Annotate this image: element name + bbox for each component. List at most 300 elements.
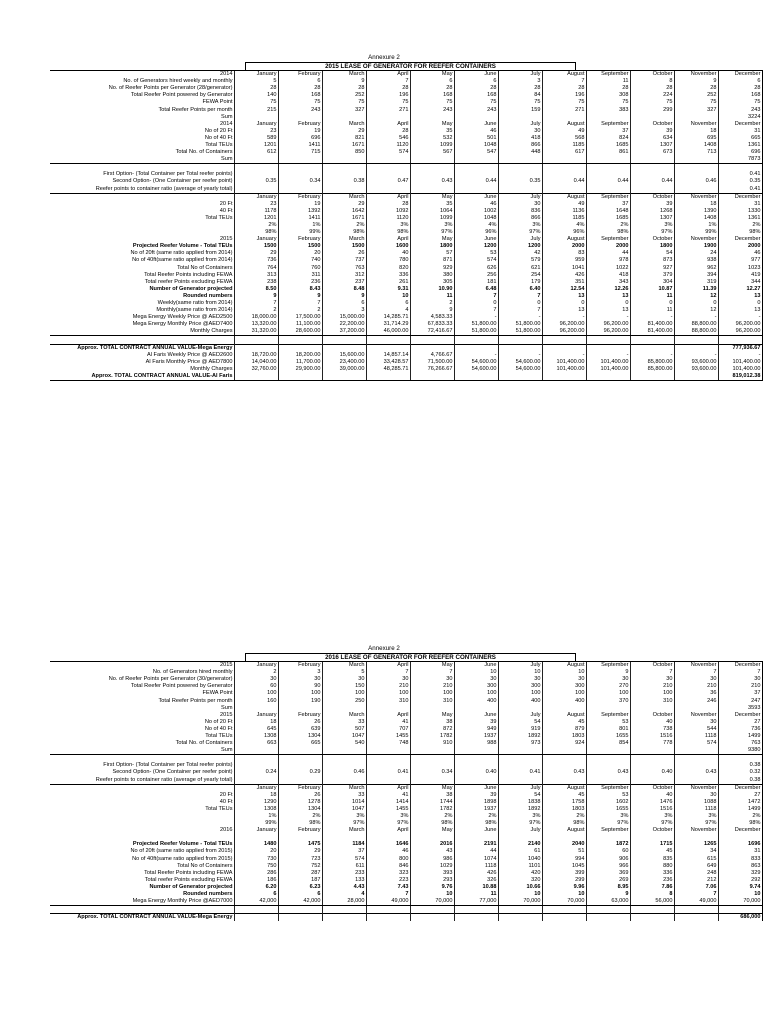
table-cell — [542, 186, 586, 194]
table-cell: May — [410, 193, 454, 201]
table-cell: January — [234, 662, 278, 670]
table-cell — [234, 186, 278, 194]
table-cell: 28 — [322, 85, 366, 92]
table-cell: 99% — [674, 229, 718, 236]
table-cell: - — [630, 352, 674, 359]
table-cell: 18 — [234, 792, 278, 799]
table-cell: June — [454, 784, 498, 792]
table-cell: 574 — [366, 149, 410, 156]
table-cell: 836 — [498, 208, 542, 215]
table-cell: 5 — [322, 669, 366, 676]
table-cell: 736 — [234, 257, 278, 264]
table-cell: 93,600.00 — [674, 366, 718, 373]
table-cell: 313 — [234, 272, 278, 279]
table-cell: 645 — [234, 726, 278, 733]
table-cell: 1646 — [366, 841, 410, 848]
table-cell: 819,012.38 — [718, 373, 762, 381]
table-cell: 6 — [278, 891, 322, 898]
table-cell — [234, 705, 278, 712]
table-cell: 15,000.00 — [322, 314, 366, 321]
table-cell: February — [278, 193, 322, 201]
table-cell: 1% — [674, 222, 718, 229]
table-cell: 1937 — [454, 733, 498, 740]
table-cell: 98% — [234, 229, 278, 236]
table-cell: 9 — [410, 307, 454, 314]
table-cell: 0.40 — [454, 769, 498, 776]
table-row — [50, 201, 762, 208]
table-cell: 49 — [542, 201, 586, 208]
table-cell: 29 — [278, 848, 322, 855]
table-cell — [322, 834, 366, 841]
table-cell: 8.43 — [278, 286, 322, 293]
table-cell — [410, 186, 454, 194]
table-cell: 0.43 — [674, 769, 718, 776]
table-cell: 30 — [542, 676, 586, 683]
table-cell: 31,320.00 — [234, 328, 278, 336]
table-cell: - — [454, 352, 498, 359]
table-cell: June — [454, 193, 498, 201]
table-cell — [498, 171, 542, 178]
table-cell: 32,760.00 — [234, 366, 278, 373]
table-cell — [454, 344, 498, 352]
table-cell: 9.96 — [542, 884, 586, 891]
table-cell — [454, 373, 498, 381]
table-cell: 29,900.00 — [278, 366, 322, 373]
table-cell: 7 — [542, 78, 586, 85]
table-cell: 97% — [410, 229, 454, 236]
table-cell: November — [674, 193, 718, 201]
table-cell: 96,200.00 — [586, 321, 630, 328]
table-cell: 1655 — [586, 806, 630, 813]
table-cell: 1184 — [322, 841, 366, 848]
table-cell: 210 — [410, 683, 454, 690]
table-cell: 1655 — [586, 733, 630, 740]
table-cell — [410, 747, 454, 755]
row-label: No of 40ft(same ratio applied from 2015) — [132, 855, 233, 862]
table-cell: 67,833.33 — [410, 321, 454, 328]
table-cell: 18,200.00 — [278, 352, 322, 359]
table-cell: 2040 — [542, 841, 586, 848]
table-cell: 35 — [410, 201, 454, 208]
table-cell — [542, 762, 586, 769]
table-cell — [454, 114, 498, 121]
table-cell: 83 — [542, 250, 586, 257]
table-cell: 1200 — [498, 243, 542, 250]
table-row — [50, 914, 762, 922]
table-cell: 1201 — [234, 215, 278, 222]
table-cell — [454, 762, 498, 769]
table-cell: 0.44 — [454, 178, 498, 185]
table-cell: 30 — [718, 676, 762, 683]
table-cell: 168 — [410, 92, 454, 99]
table-cell: 18 — [234, 719, 278, 726]
row-label: No of 20 Ft — [204, 718, 233, 725]
table-cell: 10.90 — [410, 286, 454, 293]
table-cell — [498, 164, 542, 172]
row-label: Total Reefer Point powered by Generator — [130, 92, 233, 99]
table-cell — [586, 186, 630, 194]
table-cell: 3 — [498, 78, 542, 85]
table-cell — [674, 164, 718, 172]
row-label: FEWA Point — [202, 99, 233, 106]
table-cell: June — [454, 662, 498, 670]
table-cell: 61 — [498, 848, 542, 855]
table-cell — [366, 747, 410, 755]
table-cell — [674, 156, 718, 164]
table-cell: 11 — [630, 293, 674, 300]
table-row — [50, 265, 762, 272]
table-cell: 96,200.00 — [542, 328, 586, 336]
table-row — [50, 841, 762, 848]
table-cell: November — [674, 71, 718, 79]
table-cell: 287 — [278, 870, 322, 877]
table-cell: March — [322, 712, 366, 719]
table-cell: 400 — [454, 697, 498, 704]
table-cell — [674, 336, 718, 344]
table-cell: 400 — [542, 697, 586, 704]
table-cell: July — [498, 71, 542, 79]
table-cell: 978 — [586, 257, 630, 264]
table-cell: 13 — [542, 293, 586, 300]
table-cell: 0.43 — [542, 769, 586, 776]
table-cell: 2% — [718, 813, 762, 820]
table-cell: 44 — [454, 848, 498, 855]
table-cell: 329 — [718, 870, 762, 877]
table-cell: 75 — [630, 99, 674, 106]
table-cell: 304 — [630, 279, 674, 286]
table-cell: 0.41 — [366, 769, 410, 776]
table-cell: 1330 — [718, 208, 762, 215]
table-cell: 540 — [322, 740, 366, 747]
table-cell: 14,857.14 — [366, 352, 410, 359]
table-cell: 8.95 — [586, 884, 630, 891]
table-cell: 98% — [454, 820, 498, 827]
table-cell: 10 — [498, 891, 542, 898]
table-row — [50, 813, 762, 820]
table-cell: December — [718, 662, 762, 670]
table-cell — [366, 156, 410, 164]
table-cell: 0.38 — [322, 178, 366, 185]
table-cell: 33 — [322, 792, 366, 799]
table-cell — [674, 114, 718, 121]
table-cell: 2000 — [718, 243, 762, 250]
table-row — [50, 777, 762, 785]
row-label: 2014 — [50, 71, 234, 79]
table-cell — [498, 755, 542, 763]
table-cell: 98% — [718, 229, 762, 236]
table-cell: 1648 — [586, 208, 630, 215]
table-cell: July — [498, 662, 542, 670]
table-cell — [586, 171, 630, 178]
table-cell: 1758 — [542, 799, 586, 806]
table-row — [50, 186, 762, 194]
table-cell: 634 — [630, 135, 674, 142]
table-cell: 1092 — [366, 208, 410, 215]
table-cell: 28 — [366, 128, 410, 135]
table-cell: 29 — [322, 128, 366, 135]
table-cell: 336 — [630, 870, 674, 877]
table-cell: 2% — [542, 813, 586, 820]
table-row — [50, 222, 762, 229]
table-cell: 31 — [718, 848, 762, 855]
row-label: Total No of Containers — [177, 862, 233, 869]
table-row — [50, 747, 762, 755]
table-cell: 100 — [498, 690, 542, 697]
table-cell — [278, 186, 322, 194]
table-cell: 873 — [630, 257, 674, 264]
table-cell — [322, 186, 366, 194]
row-label: Total TEUs — [205, 732, 233, 739]
table-cell: 11 — [586, 78, 630, 85]
table-cell — [322, 906, 366, 914]
table-cell: 801 — [586, 726, 630, 733]
table-cell: 196 — [542, 92, 586, 99]
table-cell: 98% — [322, 229, 366, 236]
table-cell — [322, 114, 366, 121]
table-cell: 7.06 — [674, 884, 718, 891]
table-cell: 568 — [542, 135, 586, 142]
table-row — [50, 321, 762, 328]
table-cell: July — [498, 712, 542, 719]
table-cell: 2140 — [498, 841, 542, 848]
table-cell — [674, 762, 718, 769]
table-cell: 820 — [366, 265, 410, 272]
table-cell: 777,936.67 — [718, 344, 762, 352]
table-cell: 988 — [454, 740, 498, 747]
table-cell — [234, 777, 278, 785]
table-cell: January — [234, 827, 278, 834]
table-cell: December — [718, 193, 762, 201]
row-label: Total TEUs — [205, 214, 233, 221]
table-cell — [542, 834, 586, 841]
table-row — [50, 156, 762, 164]
table-cell — [234, 344, 278, 352]
table-cell: 1696 — [718, 841, 762, 848]
row-label: Approx. TOTAL CONTRACT ANNUAL VALUE-Mega Energy — [50, 344, 234, 352]
table-cell: 4 — [322, 891, 366, 898]
table-cell: 54 — [630, 250, 674, 257]
table-cell: 28 — [586, 85, 630, 92]
row-label: Number of Generator projected — [149, 285, 233, 292]
table-row — [50, 300, 762, 307]
table-cell: - — [454, 314, 498, 321]
table-cell: December — [718, 784, 762, 792]
table-cell: 75 — [322, 99, 366, 106]
table-cell: 42 — [498, 250, 542, 257]
table-cell: 394 — [674, 272, 718, 279]
table-cell — [278, 777, 322, 785]
table-cell: 1308 — [234, 806, 278, 813]
table-cell: 133 — [322, 877, 366, 884]
table-cell: October — [630, 712, 674, 719]
table-cell: 574 — [674, 740, 718, 747]
table-row — [50, 78, 762, 85]
table-cell: January — [234, 71, 278, 79]
table-cell: 589 — [234, 135, 278, 142]
table-cell: 181 — [454, 279, 498, 286]
table-cell: 0.46 — [674, 178, 718, 185]
row-label: No of 20 Ft — [204, 127, 233, 134]
table-row — [50, 229, 762, 236]
table-row — [50, 171, 762, 178]
table-cell: 850 — [322, 149, 366, 156]
table-cell: January — [234, 121, 278, 128]
table-cell: 210 — [366, 683, 410, 690]
table-cell — [322, 344, 366, 352]
table-cell — [454, 914, 498, 922]
table-cell — [234, 747, 278, 755]
table-cell: 243 — [278, 106, 322, 113]
table-cell — [586, 114, 630, 121]
table-cell: April — [366, 827, 410, 834]
table-cell: April — [366, 121, 410, 128]
table-cell: 1392 — [278, 208, 322, 215]
table-cell — [278, 906, 322, 914]
table-cell: 49,000 — [366, 898, 410, 906]
table-cell: 243 — [718, 106, 762, 113]
table-cell — [366, 914, 410, 922]
table-cell — [498, 336, 542, 344]
table-cell: 40 — [630, 792, 674, 799]
table-cell: 1118 — [674, 733, 718, 740]
table-cell: 24 — [674, 250, 718, 257]
table-cell: November — [674, 827, 718, 834]
row-label: Number of Generator projected — [149, 883, 233, 890]
table-cell: 38 — [410, 792, 454, 799]
table-cell: 39 — [630, 128, 674, 135]
sheet-title-2015: 2015 LEASE OF GENERATOR FOR REEFER CONTAINERS — [245, 62, 576, 70]
table-cell: 1099 — [410, 215, 454, 222]
table-cell: 17,500.00 — [278, 314, 322, 321]
table-cell: 546 — [366, 135, 410, 142]
table-cell: 7 — [498, 293, 542, 300]
table-cell: 0.43 — [410, 178, 454, 185]
table-row — [50, 906, 762, 914]
table-cell — [630, 156, 674, 164]
table-cell: 30 — [454, 676, 498, 683]
table-cell — [278, 336, 322, 344]
table-cell: 9 — [586, 891, 630, 898]
table-cell: 53 — [586, 792, 630, 799]
table-cell: 1898 — [454, 799, 498, 806]
table-cell — [410, 336, 454, 344]
table-cell — [454, 156, 498, 164]
row-label: Reefer points to container ratio (average of yearly total) — [95, 776, 233, 783]
table-cell: 966 — [586, 863, 630, 870]
table-row — [50, 193, 762, 201]
table-cell: 224 — [630, 92, 674, 99]
table-cell — [630, 914, 674, 922]
table-cell — [542, 777, 586, 785]
table-cell: 54,600.00 — [498, 359, 542, 366]
table-cell: 0 — [674, 300, 718, 307]
table-cell: 0.38 — [718, 762, 762, 769]
table-cell — [278, 834, 322, 841]
table-cell — [410, 156, 454, 164]
table-cell — [234, 373, 278, 381]
table-cell — [718, 336, 762, 344]
table-cell: 37,200.00 — [322, 328, 366, 336]
table-cell — [586, 762, 630, 769]
table-row — [50, 286, 762, 293]
table-cell: 28 — [718, 85, 762, 92]
table-cell: May — [410, 71, 454, 79]
table-cell: 75 — [718, 99, 762, 106]
table-cell: 7873 — [718, 156, 762, 164]
table-cell: 1602 — [586, 799, 630, 806]
table-cell: 286 — [234, 870, 278, 877]
table-cell: 75 — [586, 99, 630, 106]
table-cell: 23 — [234, 128, 278, 135]
table-cell — [498, 777, 542, 785]
table-cell: August — [542, 712, 586, 719]
table-cell: 11 — [410, 293, 454, 300]
table-cell: 0 — [498, 300, 542, 307]
table-cell — [718, 834, 762, 841]
table-cell: 51,800.00 — [454, 321, 498, 328]
table-cell — [630, 906, 674, 914]
table-cell: 319 — [674, 279, 718, 286]
table-cell: 311 — [278, 272, 322, 279]
table-cell — [322, 336, 366, 344]
table-cell — [498, 762, 542, 769]
table-cell — [542, 747, 586, 755]
table-cell: 3% — [498, 222, 542, 229]
table-cell: 54,600.00 — [454, 359, 498, 366]
row-label: No of 40ft(same ratio applied from 2014) — [132, 257, 233, 264]
table-cell: 0.35 — [234, 178, 278, 185]
table-cell: 12.54 — [542, 286, 586, 293]
table-cell: 1800 — [410, 243, 454, 250]
table-cell — [278, 705, 322, 712]
table-cell: 2000 — [542, 243, 586, 250]
table-cell: 854 — [586, 740, 630, 747]
table-cell: 31 — [718, 201, 762, 208]
table-cell — [630, 344, 674, 352]
table-cell: 2 — [234, 307, 278, 314]
table-cell: December — [718, 236, 762, 243]
row-label: Projected Reefer Volume - Total TEUs — [132, 841, 233, 848]
row-label: No of 20ft (same ratio applied from 2015) — [130, 848, 233, 855]
row-label: Monthly Charges — [190, 365, 233, 372]
table-cell: March — [322, 784, 366, 792]
table-cell: 269 — [586, 877, 630, 884]
table-cell: 236 — [630, 877, 674, 884]
table-cell: 1480 — [234, 841, 278, 848]
table-cell: 1% — [234, 813, 278, 820]
table-cell: 0.24 — [234, 769, 278, 776]
row-label: Monthly(same ratio from 2014) — [156, 307, 233, 314]
table-cell: August — [542, 236, 586, 243]
table-cell: 7 — [410, 669, 454, 676]
table-cell: 927 — [630, 265, 674, 272]
table-row — [50, 250, 762, 257]
table-cell: July — [498, 236, 542, 243]
table-cell: October — [630, 662, 674, 670]
table-row — [50, 279, 762, 286]
table-cell: 42,000 — [234, 898, 278, 906]
table-cell: 532 — [410, 135, 454, 142]
table-cell: 51,800.00 — [498, 321, 542, 328]
table-cell: 30 — [674, 719, 718, 726]
table-cell — [410, 834, 454, 841]
table-cell: 763 — [718, 740, 762, 747]
table-cell: April — [366, 784, 410, 792]
table-cell: March — [322, 193, 366, 201]
table-cell — [586, 344, 630, 352]
table-cell: 2% — [278, 813, 322, 820]
table-row — [50, 257, 762, 264]
